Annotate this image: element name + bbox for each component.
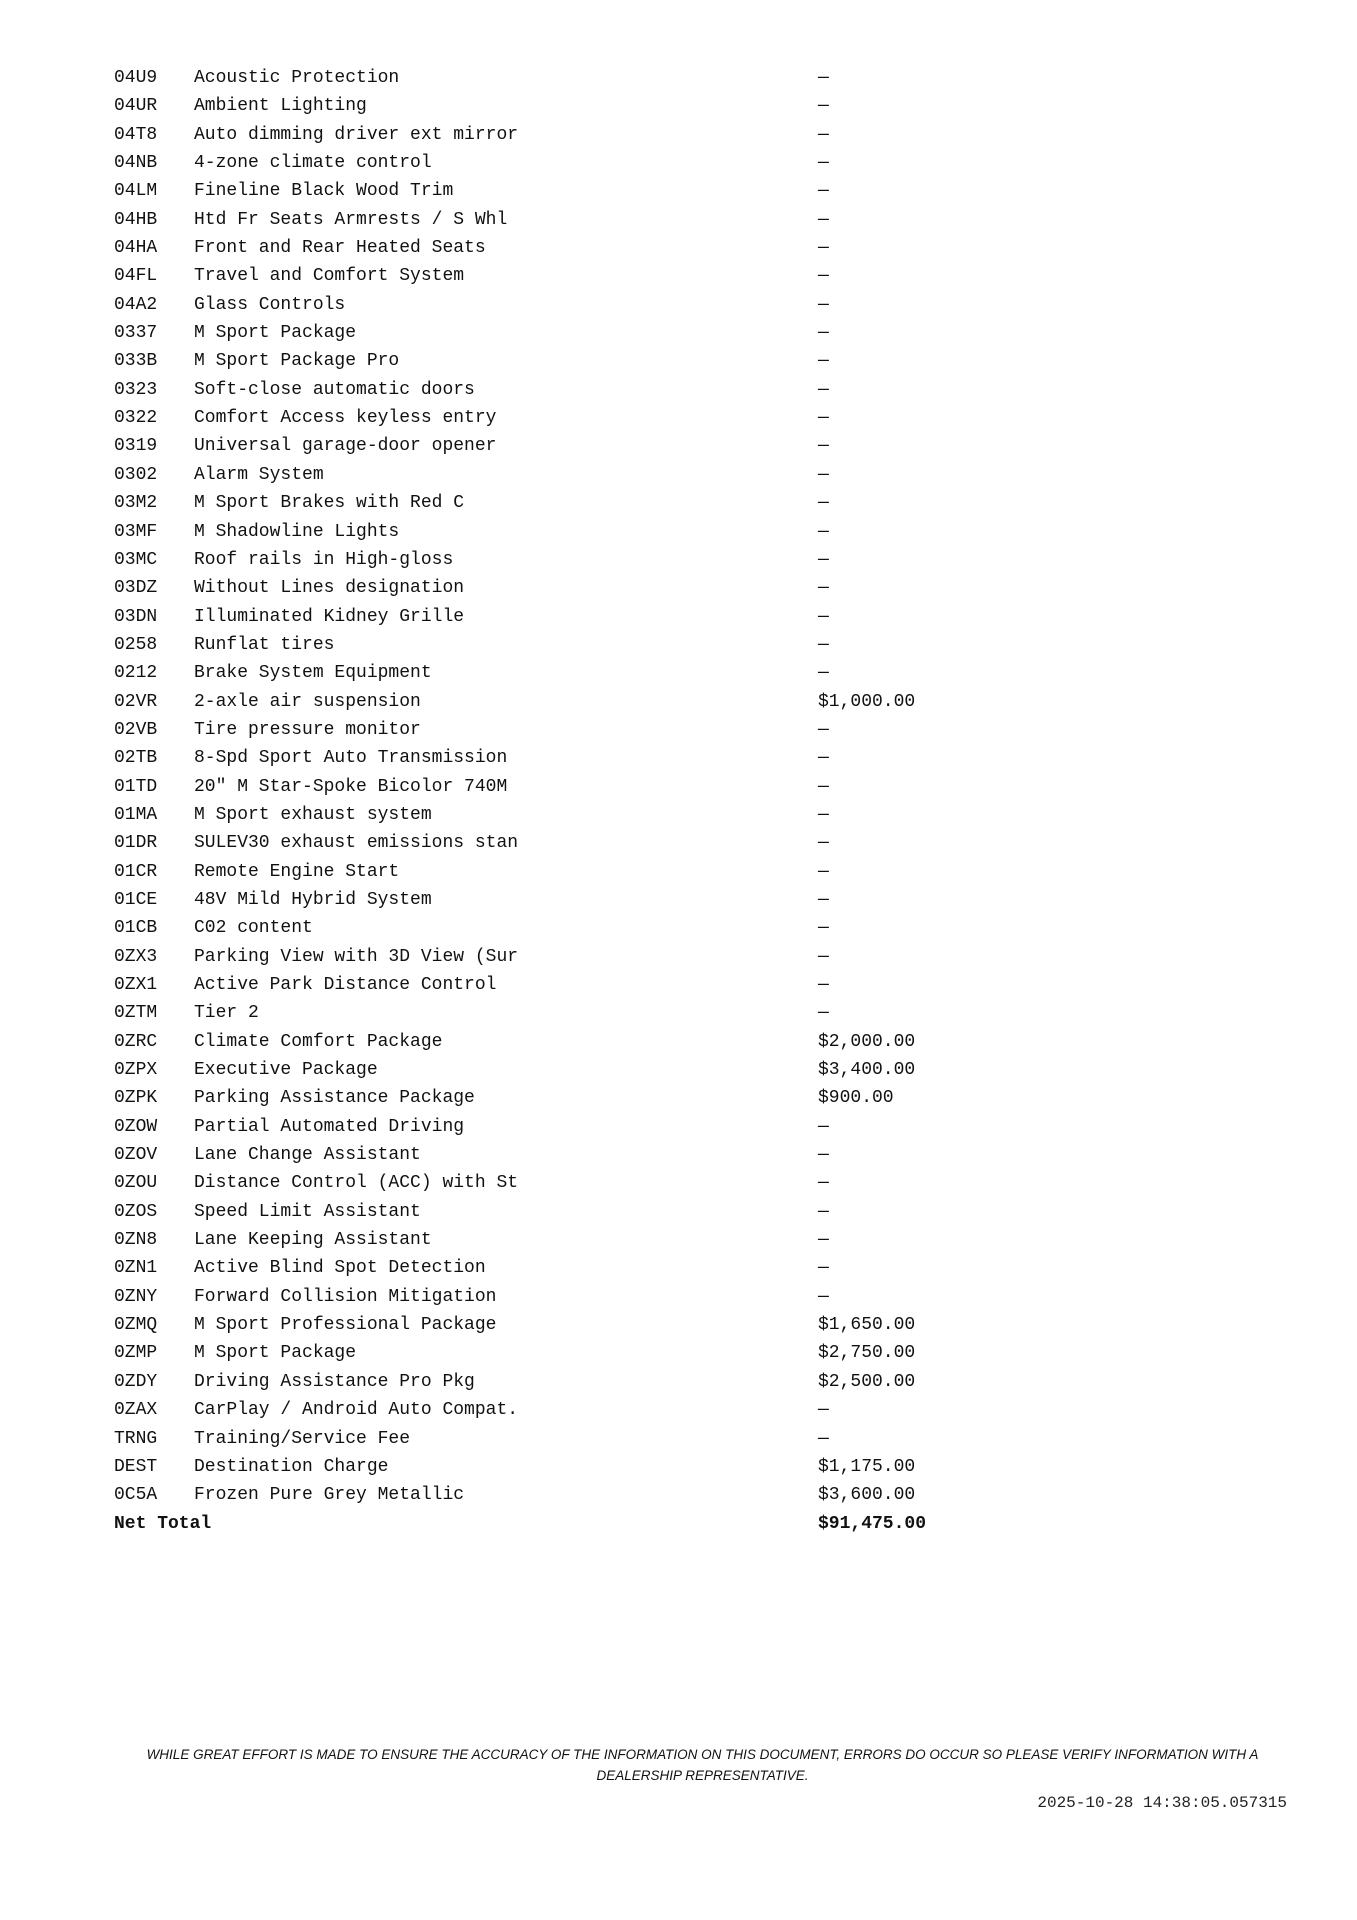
- option-price: —: [818, 1286, 829, 1307]
- option-code: 04HA: [114, 238, 158, 259]
- option-description: C02 content: [194, 918, 313, 939]
- option-row: [114, 1425, 1014, 1453]
- option-row: [114, 1056, 1014, 1084]
- option-price: —: [818, 1201, 829, 1222]
- option-row: [114, 1368, 1014, 1396]
- option-code: 0C5A: [114, 1485, 158, 1506]
- option-row: [114, 716, 1014, 744]
- option-price: —: [818, 1258, 829, 1279]
- option-description: Ambient Lighting: [194, 96, 367, 117]
- option-description: M Shadowline Lights: [194, 521, 400, 542]
- option-description: M Sport Professional Package: [194, 1315, 497, 1336]
- option-code: 02TB: [114, 748, 158, 769]
- option-code: 03M2: [114, 493, 158, 514]
- option-price: —: [818, 351, 829, 372]
- option-row: [114, 1481, 1014, 1509]
- option-description: Comfort Access keyless entry: [194, 408, 497, 429]
- option-description: Executive Package: [194, 1060, 378, 1081]
- option-price: —: [818, 1173, 829, 1194]
- option-code: 01CR: [114, 861, 158, 882]
- option-price: —: [818, 1116, 829, 1137]
- disclaimer-text: WHILE GREAT EFFORT IS MADE TO ENSURE THE ACCURACY OF THE INFORMATION ON THIS DOCUMENT, ERRORS DO OCCUR SO PLEASE VERIFY INFORMATION WITH A DEALERSHIP REPRESENTATIVE.: [146, 1747, 1259, 1783]
- option-price: —: [818, 634, 829, 655]
- option-code: 0ZNY: [114, 1286, 158, 1307]
- option-row: [114, 149, 1014, 177]
- option-description: Remote Engine Start: [194, 861, 400, 882]
- option-price: —: [818, 238, 829, 259]
- option-code: TRNG: [114, 1428, 158, 1449]
- option-code: 02VR: [114, 691, 158, 712]
- option-description: Tire pressure monitor: [194, 719, 421, 740]
- option-row: [114, 829, 1014, 857]
- option-price: —: [818, 975, 829, 995]
- option-row: [114, 461, 1014, 489]
- option-price: $2,000.00: [818, 1031, 916, 1052]
- options-table: [114, 64, 1014, 1538]
- option-description: M Sport exhaust system: [194, 804, 432, 825]
- option-row: [114, 914, 1014, 942]
- option-code: 04FL: [114, 266, 158, 287]
- option-price: $1,175.00: [818, 1456, 916, 1477]
- option-price: $3,600.00: [818, 1485, 916, 1506]
- option-row: [114, 177, 1014, 205]
- option-code: 0212: [114, 663, 158, 684]
- option-description: Fineline Black Wood Trim: [194, 181, 454, 202]
- option-rows: [114, 64, 1014, 1510]
- option-row: [114, 1028, 1014, 1056]
- option-row: [114, 1113, 1014, 1141]
- option-description: M Sport Package: [194, 323, 357, 344]
- option-description: Tier 2: [194, 1003, 259, 1024]
- option-description: Universal garage-door opener: [194, 436, 497, 457]
- option-code: 04LM: [114, 181, 158, 202]
- timestamp: 2025-10-28 14:38:05.057315: [1037, 1794, 1287, 1812]
- option-row: [114, 1396, 1014, 1424]
- option-description: Without Lines designation: [194, 578, 465, 599]
- option-price: —: [818, 804, 829, 825]
- option-description: Destination Charge: [194, 1456, 389, 1477]
- option-row: [114, 971, 1014, 999]
- option-row: [114, 1141, 1014, 1169]
- option-price: —: [818, 209, 829, 230]
- option-code: 04NB: [114, 153, 158, 174]
- option-description: Forward Collision Mitigation: [194, 1286, 497, 1307]
- option-price: —: [818, 323, 829, 344]
- option-row: [114, 801, 1014, 829]
- option-price: —: [818, 521, 829, 542]
- option-description: Parking View with 3D View (Sur: [194, 946, 519, 967]
- option-row: [114, 999, 1014, 1027]
- net-total-row: [114, 1510, 1014, 1538]
- option-code: 01CE: [114, 889, 158, 910]
- option-description: Alarm System: [194, 464, 324, 485]
- option-code: 0322: [114, 408, 158, 429]
- option-price: —: [818, 1230, 829, 1251]
- option-description: Roof rails in High-gloss: [194, 549, 454, 570]
- option-price: —: [818, 748, 829, 769]
- option-description: Lane Change Assistant: [194, 1145, 421, 1166]
- option-row: [114, 886, 1014, 914]
- option-row: [114, 1339, 1014, 1367]
- option-row: [114, 1226, 1014, 1254]
- option-description: 4-zone climate control: [194, 153, 432, 174]
- option-price: —: [818, 1428, 829, 1449]
- option-code: 0ZMQ: [114, 1315, 158, 1336]
- option-description: 48V Mild Hybrid System: [194, 889, 432, 910]
- option-code: 0258: [114, 634, 158, 655]
- option-code: 0ZOS: [114, 1201, 158, 1222]
- option-code: 01CB: [114, 918, 158, 939]
- option-code: 04HB: [114, 209, 158, 230]
- option-description: SULEV30 exhaust emissions stan: [194, 833, 519, 854]
- option-price: —: [818, 408, 829, 429]
- option-description: M Sport Package Pro: [194, 351, 400, 372]
- option-price: —: [818, 493, 829, 514]
- option-price: $3,400.00: [818, 1060, 916, 1081]
- option-description: Partial Automated Driving: [194, 1116, 465, 1137]
- option-description: M Sport Brakes with Red C: [194, 493, 465, 514]
- option-code: 01DR: [114, 833, 158, 854]
- option-code: 0ZN8: [114, 1230, 158, 1251]
- option-code: 03MF: [114, 521, 158, 542]
- option-row: [114, 688, 1014, 716]
- option-price: —: [818, 606, 829, 627]
- option-row: [114, 404, 1014, 432]
- option-price: —: [818, 124, 829, 145]
- option-description: Active Park Distance Control: [194, 975, 497, 995]
- option-row: [114, 319, 1014, 347]
- net-total-value: $91,475.00: [818, 1513, 927, 1534]
- net-total-label: Net Total: [114, 1513, 212, 1534]
- option-price: —: [818, 549, 829, 570]
- option-row: [114, 291, 1014, 319]
- option-row: [114, 631, 1014, 659]
- option-description: CarPlay / Android Auto Compat.: [194, 1400, 519, 1421]
- option-price: —: [818, 379, 829, 400]
- option-price: —: [818, 918, 829, 939]
- option-description: 20" M Star-Spoke Bicolor 740M: [194, 776, 508, 797]
- option-description: Glass Controls: [194, 294, 346, 315]
- option-price: —: [818, 294, 829, 315]
- option-price: —: [818, 266, 829, 287]
- option-price: $2,500.00: [818, 1371, 916, 1392]
- option-description: Brake System Equipment: [194, 663, 432, 684]
- option-price: $1,000.00: [818, 691, 916, 712]
- option-code: 0ZPX: [114, 1060, 158, 1081]
- option-price: —: [818, 663, 829, 684]
- option-price: —: [818, 578, 829, 599]
- option-code: 0ZRC: [114, 1031, 158, 1052]
- option-code: 03DN: [114, 606, 158, 627]
- option-row: [114, 1453, 1014, 1481]
- option-row: [114, 574, 1014, 602]
- option-description: Acoustic Protection: [194, 68, 400, 88]
- option-row: [114, 376, 1014, 404]
- option-code: 03DZ: [114, 578, 158, 599]
- option-row: [114, 1311, 1014, 1339]
- option-description: Auto dimming driver ext mirror: [194, 124, 519, 145]
- option-price: $1,650.00: [818, 1315, 916, 1336]
- option-price: —: [818, 1400, 829, 1421]
- option-description: Active Blind Spot Detection: [194, 1258, 486, 1279]
- option-code: 0ZN1: [114, 1258, 158, 1279]
- option-price: —: [818, 153, 829, 174]
- option-price: —: [818, 181, 829, 202]
- option-code: 0337: [114, 323, 158, 344]
- option-price: —: [818, 946, 829, 967]
- option-price: —: [818, 96, 829, 117]
- option-price: —: [818, 464, 829, 485]
- option-code: 033B: [114, 351, 158, 372]
- option-row: [114, 858, 1014, 886]
- option-description: M Sport Package: [194, 1343, 357, 1364]
- option-code: 0ZDY: [114, 1371, 158, 1392]
- option-price: —: [818, 1003, 829, 1024]
- option-code: 01MA: [114, 804, 158, 825]
- option-row: [114, 432, 1014, 460]
- option-row: [114, 773, 1014, 801]
- option-row: [114, 744, 1014, 772]
- option-price: $2,750.00: [818, 1343, 916, 1364]
- option-row: [114, 206, 1014, 234]
- option-code: 03MC: [114, 549, 158, 570]
- option-row: [114, 603, 1014, 631]
- option-code: 0302: [114, 464, 158, 485]
- option-description: Travel and Comfort System: [194, 266, 465, 287]
- option-code: 0ZAX: [114, 1400, 158, 1421]
- option-code: 0ZOV: [114, 1145, 158, 1166]
- option-price: —: [818, 833, 829, 854]
- option-code: 02VB: [114, 719, 158, 740]
- option-code: 0323: [114, 379, 158, 400]
- option-row: [114, 659, 1014, 687]
- option-row: [114, 1283, 1014, 1311]
- option-description: Distance Control (ACC) with St: [194, 1173, 519, 1194]
- option-price: —: [818, 776, 829, 797]
- option-code: 04UR: [114, 96, 158, 117]
- option-row: [114, 234, 1014, 262]
- option-row: [114, 347, 1014, 375]
- option-code: 04U9: [114, 68, 158, 88]
- option-row: [114, 1169, 1014, 1197]
- option-description: Front and Rear Heated Seats: [194, 238, 486, 259]
- option-code: DEST: [114, 1456, 158, 1477]
- option-description: Soft-close automatic doors: [194, 379, 475, 400]
- option-row: [114, 92, 1014, 120]
- option-code: 0ZPK: [114, 1088, 158, 1109]
- option-code: 0ZMP: [114, 1343, 158, 1364]
- option-code: 0319: [114, 436, 158, 457]
- option-code: 04T8: [114, 124, 158, 145]
- option-description: Runflat tires: [194, 634, 335, 655]
- option-description: Driving Assistance Pro Pkg: [194, 1371, 475, 1392]
- option-price: —: [818, 436, 829, 457]
- option-code: 0ZOU: [114, 1173, 158, 1194]
- option-row: [114, 546, 1014, 574]
- option-description: 2-axle air suspension: [194, 691, 421, 712]
- option-description: Climate Comfort Package: [194, 1031, 443, 1052]
- option-code: 01TD: [114, 776, 158, 797]
- option-row: [114, 1198, 1014, 1226]
- option-description: Htd Fr Seats Armrests / S Whl: [194, 209, 508, 230]
- option-description: Lane Keeping Assistant: [194, 1230, 432, 1251]
- option-description: Illuminated Kidney Grille: [194, 606, 465, 627]
- option-row: [114, 64, 1014, 92]
- option-row: [114, 1254, 1014, 1282]
- option-code: 0ZX1: [114, 975, 158, 995]
- option-price: —: [818, 68, 829, 88]
- option-code: 04A2: [114, 294, 158, 315]
- option-description: 8-Spd Sport Auto Transmission: [194, 748, 508, 769]
- option-row: [114, 943, 1014, 971]
- option-row: [114, 489, 1014, 517]
- option-price: $900.00: [818, 1088, 894, 1109]
- option-price: —: [818, 1145, 829, 1166]
- option-price: —: [818, 861, 829, 882]
- option-row: [114, 262, 1014, 290]
- option-code: 0ZTM: [114, 1003, 158, 1024]
- option-row: [114, 1084, 1014, 1112]
- option-price: —: [818, 889, 829, 910]
- option-description: Frozen Pure Grey Metallic: [194, 1485, 465, 1506]
- option-row: [114, 518, 1014, 546]
- option-code: 0ZOW: [114, 1116, 158, 1137]
- option-price: —: [818, 719, 829, 740]
- option-code: 0ZX3: [114, 946, 158, 967]
- option-description: Parking Assistance Package: [194, 1088, 475, 1109]
- option-row: [114, 121, 1014, 149]
- option-description: Speed Limit Assistant: [194, 1201, 421, 1222]
- option-description: Training/Service Fee: [194, 1428, 411, 1449]
